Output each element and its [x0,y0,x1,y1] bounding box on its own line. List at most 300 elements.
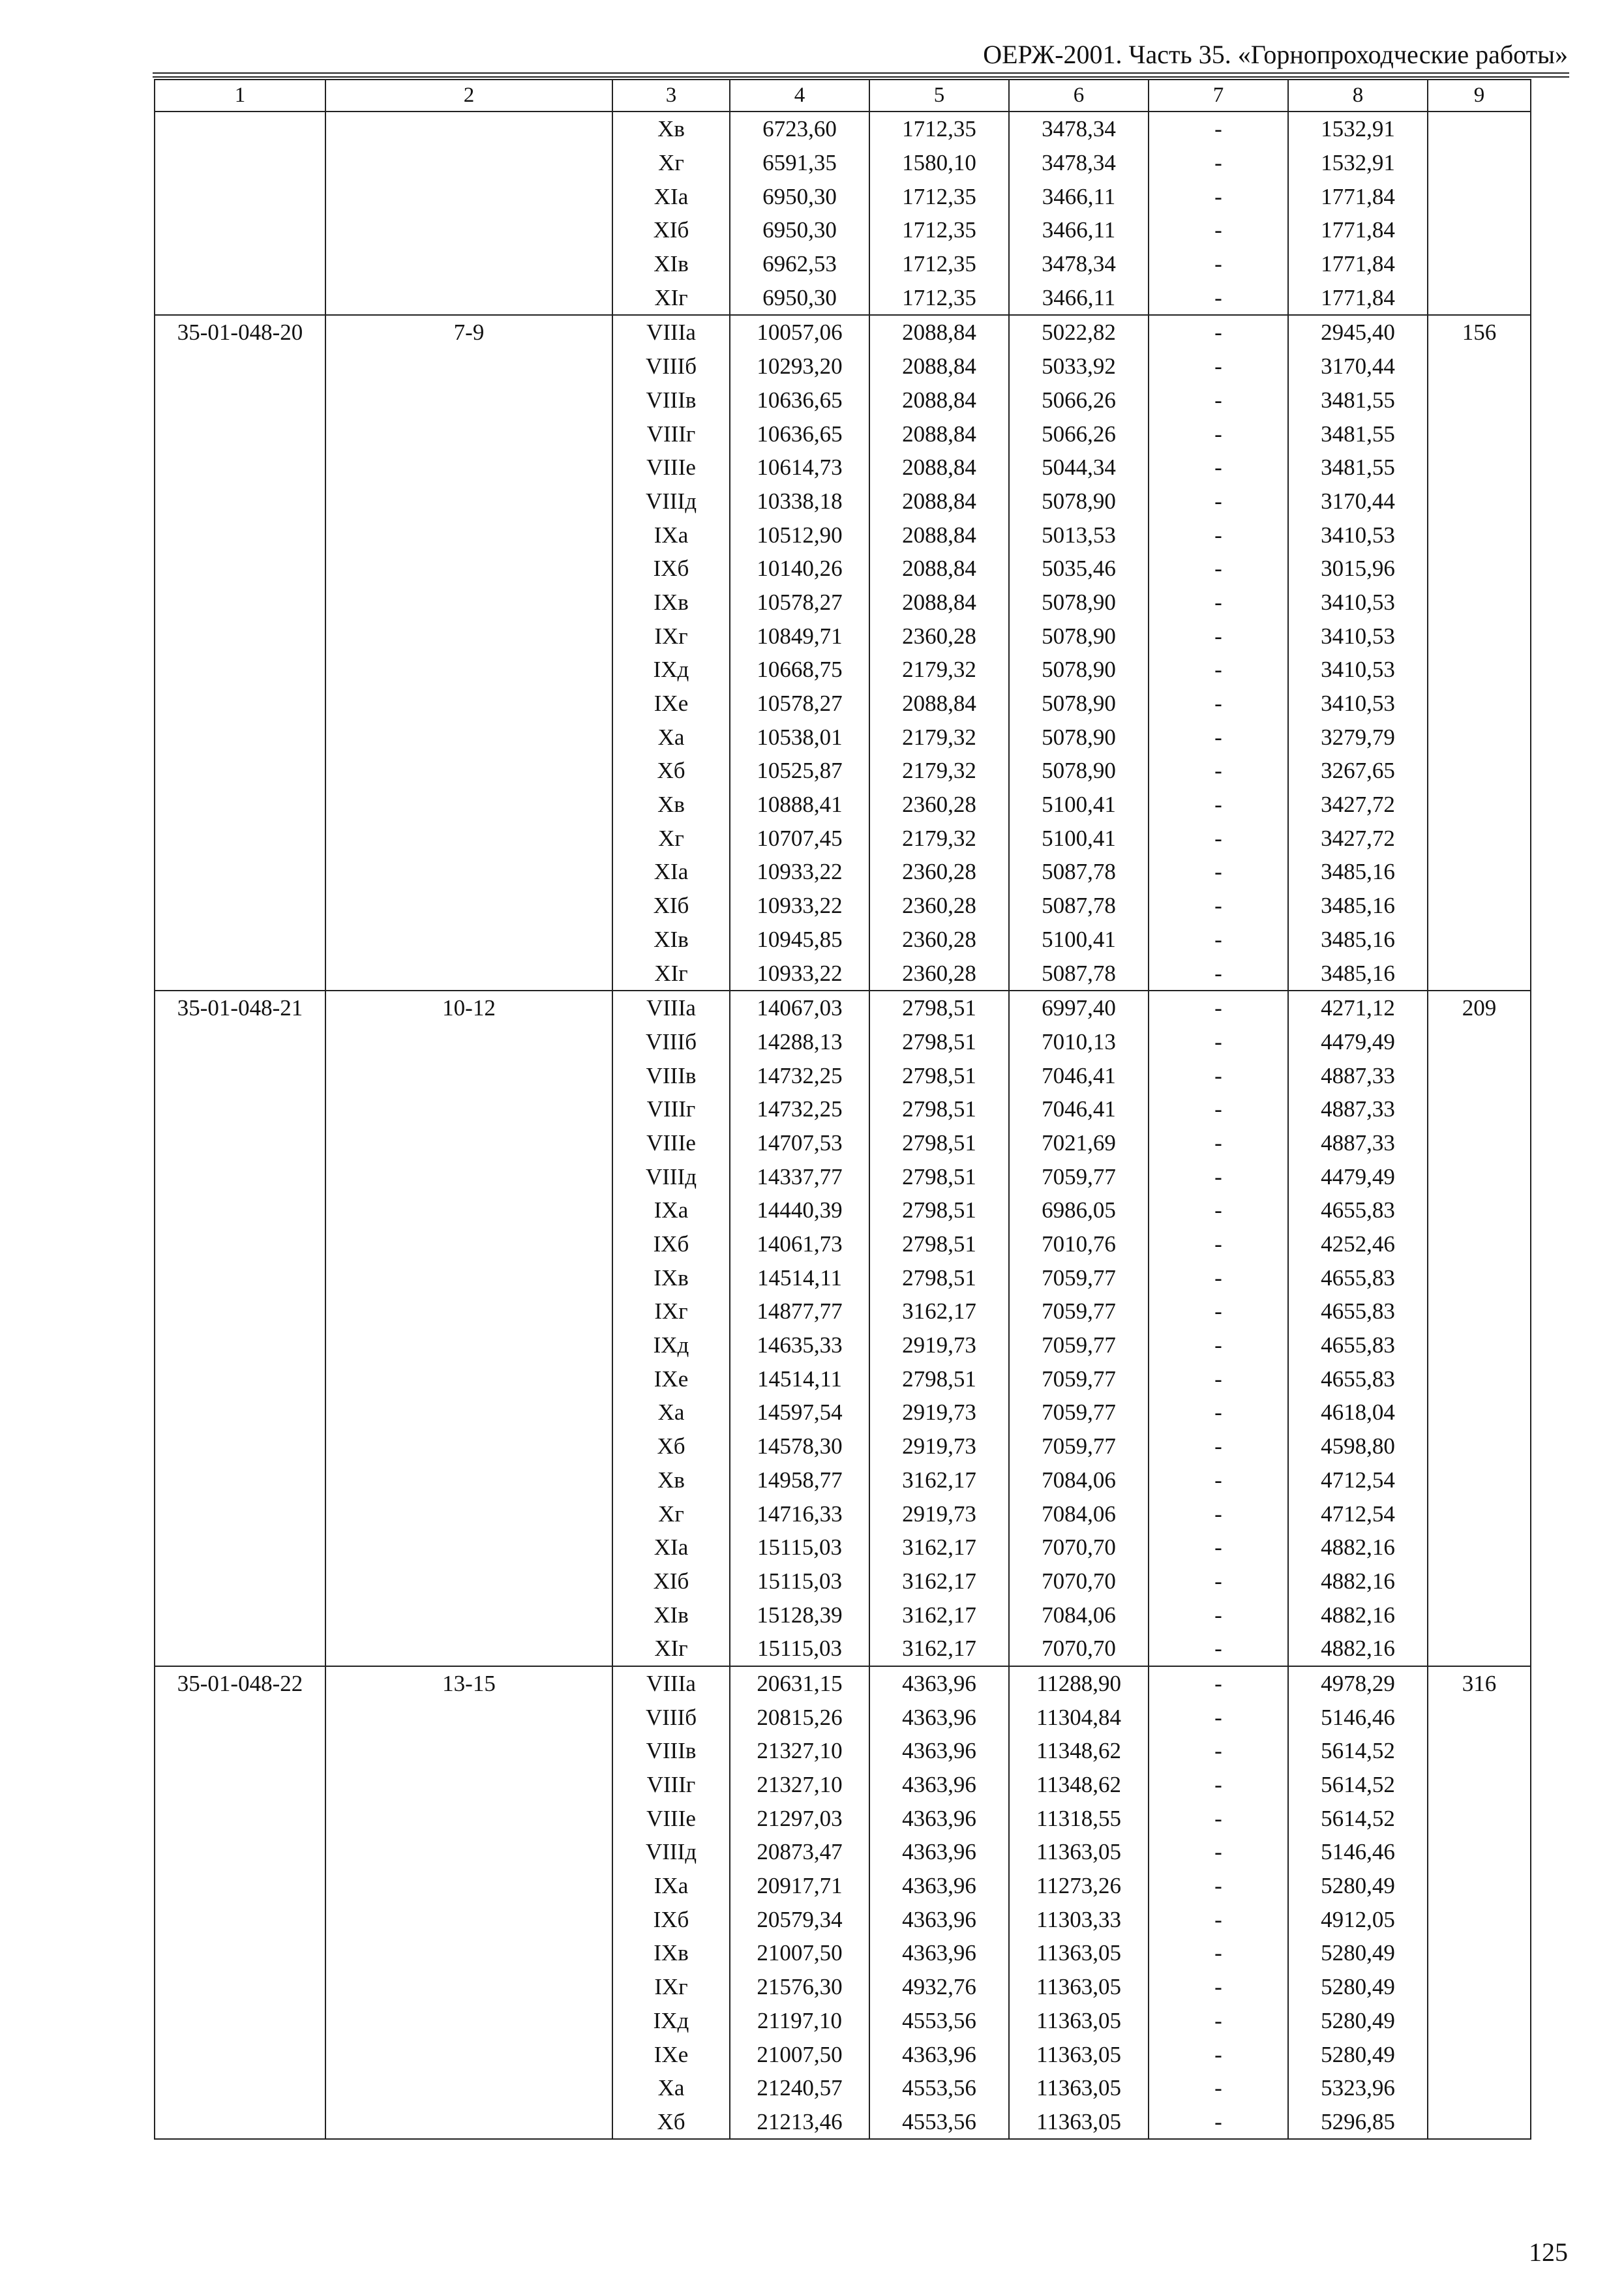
machines-cell: 11318,55 [1009,1801,1149,1835]
table-row [155,1666,1531,1701]
table-row [155,1396,1531,1429]
range-cell [325,720,612,754]
norm-code-cell [155,889,325,923]
wages-cell: 2088,84 [869,315,1009,350]
machines-cell: 7010,76 [1009,1227,1149,1261]
total-cost-cell: 21197,10 [730,2004,869,2038]
materials-cell: 4887,33 [1288,1126,1428,1160]
range-cell [325,1227,612,1261]
total-cost-cell: 21007,50 [730,2037,869,2071]
total-cost-cell: 10614,73 [730,451,869,485]
range-cell [325,1429,612,1463]
labor-cell [1428,350,1531,383]
range-cell [325,1564,612,1598]
labor-cell [1428,1058,1531,1092]
machines-cell: 11273,26 [1009,1869,1149,1903]
range-cell [325,788,612,822]
table-row [155,1531,1531,1564]
table-row [155,451,1531,485]
category-cell: ХIб [612,889,730,923]
category-cell: VIIIб [612,350,730,383]
total-cost-cell: 21007,50 [730,1936,869,1970]
range-cell [325,1261,612,1294]
machines-cell: 5035,46 [1009,552,1149,586]
labor-cell [1428,855,1531,889]
table-row [155,1734,1531,1768]
category-cell: ХIа [612,179,730,213]
drivers-wages-cell: - [1149,586,1288,620]
table-row [155,1497,1531,1531]
materials-cell: 3485,16 [1288,889,1428,923]
labor-cell [1428,146,1531,180]
table-row [155,2071,1531,2105]
machines-cell: 5044,34 [1009,451,1149,485]
norm-code-cell [155,1632,325,1666]
machines-cell: 5078,90 [1009,720,1149,754]
wages-cell: 2798,51 [869,991,1009,1025]
drivers-wages-cell: - [1149,889,1288,923]
drivers-wages-cell: - [1149,1869,1288,1903]
wages-cell: 2179,32 [869,821,1009,855]
drivers-wages-cell: - [1149,1835,1288,1869]
category-cell: VIIIа [612,315,730,350]
wages-cell: 4363,96 [869,1768,1009,1802]
total-cost-cell: 10945,85 [730,923,869,957]
total-cost-cell: 10933,22 [730,956,869,991]
wages-cell: 2798,51 [869,1193,1009,1227]
total-cost-cell: 10668,75 [730,653,869,687]
drivers-wages-cell: - [1149,552,1288,586]
wages-cell: 4363,96 [869,2037,1009,2071]
table-row [155,1159,1531,1193]
table-row [155,1902,1531,1936]
norm-code-cell [155,1700,325,1734]
labor-cell [1428,720,1531,754]
materials-cell: 5296,85 [1288,2105,1428,2140]
table-row [155,1564,1531,1598]
table-row [155,2004,1531,2038]
labor-cell [1428,1396,1531,1429]
labor-cell [1428,1869,1531,1903]
norm-code-cell [155,2004,325,2038]
norm-code-cell [155,1328,325,1362]
range-cell [325,179,612,213]
labor-cell [1428,451,1531,485]
drivers-wages-cell: - [1149,1362,1288,1396]
labor-cell [1428,1261,1531,1294]
labor-cell [1428,1970,1531,2004]
drivers-wages-cell: - [1149,1294,1288,1328]
norm-code-cell [155,586,325,620]
wages-cell: 3162,17 [869,1598,1009,1632]
column-header: 4 [730,80,869,112]
machines-cell: 5066,26 [1009,383,1149,417]
labor-cell [1428,687,1531,721]
range-cell [325,1294,612,1328]
range-cell [325,653,612,687]
range-cell [325,1193,612,1227]
category-cell: ХIб [612,213,730,247]
wages-cell: 3162,17 [869,1463,1009,1497]
category-cell: Хв [612,1463,730,1497]
table-row [155,1598,1531,1632]
column-header: 3 [612,80,730,112]
materials-cell: 3170,44 [1288,485,1428,518]
labor-cell [1428,1497,1531,1531]
norm-code-cell [155,855,325,889]
wages-cell: 4363,96 [869,1700,1009,1734]
machines-cell: 5087,78 [1009,956,1149,991]
norm-code-cell [155,417,325,451]
range-cell [325,1700,612,1734]
wages-cell: 2360,28 [869,956,1009,991]
table-row [155,1632,1531,1666]
materials-cell: 4252,46 [1288,1227,1428,1261]
drivers-wages-cell: - [1149,179,1288,213]
column-header: 8 [1288,80,1428,112]
table-row [155,1092,1531,1126]
category-cell: IХд [612,1328,730,1362]
category-cell: Хб [612,2105,730,2140]
materials-cell: 1771,84 [1288,247,1428,281]
norm-code-cell [155,1396,325,1429]
range-cell [325,247,612,281]
norm-code-cell [155,619,325,653]
labor-cell [1428,112,1531,146]
norm-code-cell [155,518,325,552]
drivers-wages-cell: - [1149,1261,1288,1294]
wages-cell: 2798,51 [869,1126,1009,1160]
range-cell [325,2004,612,2038]
machines-cell: 5033,92 [1009,350,1149,383]
materials-cell: 4712,54 [1288,1497,1428,1531]
drivers-wages-cell: - [1149,1734,1288,1768]
table-row [155,653,1531,687]
materials-cell: 5280,49 [1288,2037,1428,2071]
machines-cell: 3478,34 [1009,146,1149,180]
machines-cell: 3466,11 [1009,179,1149,213]
total-cost-cell: 20815,26 [730,1700,869,1734]
category-cell: Ха [612,2071,730,2105]
labor-cell [1428,518,1531,552]
wages-cell: 2360,28 [869,619,1009,653]
total-cost-cell: 14716,33 [730,1497,869,1531]
range-cell [325,619,612,653]
category-cell: IХа [612,1193,730,1227]
wages-cell: 2088,84 [869,383,1009,417]
table-row [155,2105,1531,2140]
drivers-wages-cell: - [1149,1025,1288,1059]
category-cell: ХIв [612,247,730,281]
category-cell: VIIIд [612,1159,730,1193]
table-body [155,112,1531,2139]
labor-cell [1428,619,1531,653]
wages-cell: 2088,84 [869,687,1009,721]
table-row [155,213,1531,247]
wages-cell: 3162,17 [869,1564,1009,1598]
range-cell [325,1902,612,1936]
range-cell [325,485,612,518]
drivers-wages-cell: - [1149,1126,1288,1160]
total-cost-cell: 10933,22 [730,889,869,923]
wages-cell: 4363,96 [869,1835,1009,1869]
range-cell: 13-15 [325,1666,612,1701]
header-rule [153,72,1569,74]
norm-code-cell [155,1564,325,1598]
materials-cell: 5614,52 [1288,1801,1428,1835]
category-cell: VIIIб [612,1700,730,1734]
machines-cell: 7059,77 [1009,1261,1149,1294]
total-cost-cell: 10525,87 [730,754,869,788]
labor-cell [1428,2037,1531,2071]
category-cell: IХб [612,552,730,586]
drivers-wages-cell: - [1149,687,1288,721]
drivers-wages-cell: - [1149,1970,1288,2004]
range-cell [325,112,612,146]
header-rule-double [153,76,1569,78]
materials-cell: 4271,12 [1288,991,1428,1025]
materials-cell: 3485,16 [1288,855,1428,889]
category-cell: Хб [612,754,730,788]
table-row [155,1835,1531,1869]
norm-code-cell [155,1058,325,1092]
category-cell: VIIIд [612,1835,730,1869]
materials-cell: 3410,53 [1288,619,1428,653]
materials-cell: 5280,49 [1288,2004,1428,2038]
range-cell [325,754,612,788]
machines-cell: 7059,77 [1009,1396,1149,1429]
table-row [155,1126,1531,1160]
total-cost-cell: 14067,03 [730,991,869,1025]
machines-cell: 5087,78 [1009,855,1149,889]
materials-cell: 3410,53 [1288,687,1428,721]
drivers-wages-cell: - [1149,1092,1288,1126]
wages-cell: 2919,73 [869,1328,1009,1362]
total-cost-cell: 20917,71 [730,1869,869,1903]
range-cell [325,1835,612,1869]
norm-code-cell [155,383,325,417]
wages-cell: 4363,96 [869,1666,1009,1701]
norm-code-cell: 35-01-048-20 [155,315,325,350]
table-row [155,991,1531,1025]
wages-cell: 2088,84 [869,451,1009,485]
machines-cell: 11303,33 [1009,1902,1149,1936]
materials-cell: 4598,80 [1288,1429,1428,1463]
drivers-wages-cell: - [1149,1396,1288,1429]
norm-code-cell [155,280,325,315]
table-row [155,1700,1531,1734]
machines-cell: 11363,05 [1009,2071,1149,2105]
materials-cell: 2945,40 [1288,315,1428,350]
materials-cell: 4655,83 [1288,1328,1428,1362]
norm-code-cell [155,1970,325,2004]
range-cell [325,146,612,180]
column-header: 1 [155,80,325,112]
category-cell: IХв [612,1261,730,1294]
norm-code-cell [155,788,325,822]
materials-cell: 3481,55 [1288,417,1428,451]
labor-cell [1428,1902,1531,1936]
total-cost-cell: 10140,26 [730,552,869,586]
wages-cell: 2088,84 [869,518,1009,552]
page-number: 125 [1529,2237,1568,2267]
materials-cell: 3427,72 [1288,821,1428,855]
column-number-row [155,80,1531,112]
machines-cell: 5100,41 [1009,821,1149,855]
wages-cell: 4363,96 [869,1734,1009,1768]
range-cell [325,1159,612,1193]
category-cell: IХг [612,1970,730,2004]
labor-cell [1428,179,1531,213]
wages-cell: 3162,17 [869,1632,1009,1666]
total-cost-cell: 21327,10 [730,1768,869,1802]
drivers-wages-cell: - [1149,1564,1288,1598]
drivers-wages-cell: - [1149,855,1288,889]
range-cell [325,1126,612,1160]
materials-cell: 3481,55 [1288,383,1428,417]
drivers-wages-cell: - [1149,417,1288,451]
norm-code-cell [155,956,325,991]
table-row [155,788,1531,822]
total-cost-cell: 14578,30 [730,1429,869,1463]
category-cell: IХб [612,1227,730,1261]
materials-cell: 3410,53 [1288,586,1428,620]
labor-cell [1428,889,1531,923]
machines-cell: 5078,90 [1009,754,1149,788]
drivers-wages-cell: - [1149,1227,1288,1261]
range-cell [325,586,612,620]
labor-cell [1428,1632,1531,1666]
labor-cell [1428,1734,1531,1768]
machines-cell: 5078,90 [1009,485,1149,518]
range-cell [325,1058,612,1092]
labor-cell [1428,1362,1531,1396]
labor-cell [1428,2105,1531,2140]
materials-cell: 3279,79 [1288,720,1428,754]
machines-cell: 11363,05 [1009,2004,1149,2038]
materials-cell: 4887,33 [1288,1058,1428,1092]
norm-code-cell [155,1768,325,1802]
drivers-wages-cell: - [1149,821,1288,855]
table-row [155,821,1531,855]
labor-cell [1428,2004,1531,2038]
materials-cell: 4655,83 [1288,1261,1428,1294]
norm-code-cell [155,720,325,754]
wages-cell: 2179,32 [869,720,1009,754]
materials-cell: 4882,16 [1288,1531,1428,1564]
column-header: 7 [1149,80,1288,112]
materials-cell: 4882,16 [1288,1564,1428,1598]
table-row [155,1294,1531,1328]
labor-cell [1428,1936,1531,1970]
range-cell [325,1734,612,1768]
total-cost-cell: 10578,27 [730,586,869,620]
total-cost-cell: 21327,10 [730,1734,869,1768]
drivers-wages-cell: - [1149,991,1288,1025]
norm-code-cell [155,485,325,518]
machines-cell: 3478,34 [1009,247,1149,281]
table-row [155,1801,1531,1835]
category-cell: ХIа [612,855,730,889]
category-cell: VIIIг [612,1768,730,1802]
labor-cell [1428,1531,1531,1564]
wages-cell: 2088,84 [869,350,1009,383]
wages-cell: 2360,28 [869,855,1009,889]
wages-cell: 4363,96 [869,1869,1009,1903]
materials-cell: 4912,05 [1288,1902,1428,1936]
labor-cell [1428,280,1531,315]
range-cell: 7-9 [325,315,612,350]
table-row [155,1362,1531,1396]
category-cell: Хг [612,146,730,180]
range-cell [325,552,612,586]
range-cell [325,687,612,721]
table-row [155,1227,1531,1261]
materials-cell: 1532,91 [1288,146,1428,180]
range-cell [325,2105,612,2140]
materials-cell: 1771,84 [1288,179,1428,213]
drivers-wages-cell: - [1149,1058,1288,1092]
wages-cell: 1712,35 [869,179,1009,213]
materials-cell: 5280,49 [1288,1869,1428,1903]
table-row [155,1768,1531,1802]
category-cell: Ха [612,720,730,754]
machines-cell: 5066,26 [1009,417,1149,451]
table-row [155,417,1531,451]
machines-cell: 11363,05 [1009,2037,1149,2071]
total-cost-cell: 21576,30 [730,1970,869,2004]
drivers-wages-cell: - [1149,280,1288,315]
total-cost-cell: 6950,30 [730,213,869,247]
total-cost-cell: 14514,11 [730,1362,869,1396]
total-cost-cell: 14707,53 [730,1126,869,1160]
total-cost-cell: 10578,27 [730,687,869,721]
drivers-wages-cell: - [1149,1531,1288,1564]
table-row [155,1261,1531,1294]
category-cell: ХIб [612,1564,730,1598]
materials-cell: 4978,29 [1288,1666,1428,1701]
drivers-wages-cell: - [1149,1700,1288,1734]
table-row [155,956,1531,991]
range-cell [325,821,612,855]
category-cell: VIIIд [612,485,730,518]
table-row [155,1970,1531,2004]
running-header: ОЕРЖ-2001. Часть 35. «Горнопроходческие работы» [983,40,1568,69]
total-cost-cell: 14958,77 [730,1463,869,1497]
materials-cell: 5280,49 [1288,1936,1428,1970]
total-cost-cell: 14288,13 [730,1025,869,1059]
drivers-wages-cell: - [1149,1632,1288,1666]
column-header: 9 [1428,80,1531,112]
norm-code-cell [155,1294,325,1328]
column-header: 5 [869,80,1009,112]
labor-cell [1428,821,1531,855]
table-row [155,485,1531,518]
norm-code-cell [155,653,325,687]
materials-cell: 3410,53 [1288,518,1428,552]
norm-code-cell [155,1936,325,1970]
labor-cell [1428,1463,1531,1497]
norm-code-cell [155,552,325,586]
drivers-wages-cell: - [1149,1429,1288,1463]
wages-cell: 4363,96 [869,1936,1009,1970]
drivers-wages-cell: - [1149,1768,1288,1802]
total-cost-cell: 10707,45 [730,821,869,855]
range-cell [325,213,612,247]
machines-cell: 5013,53 [1009,518,1149,552]
labor-cell [1428,552,1531,586]
range-cell [325,1025,612,1059]
